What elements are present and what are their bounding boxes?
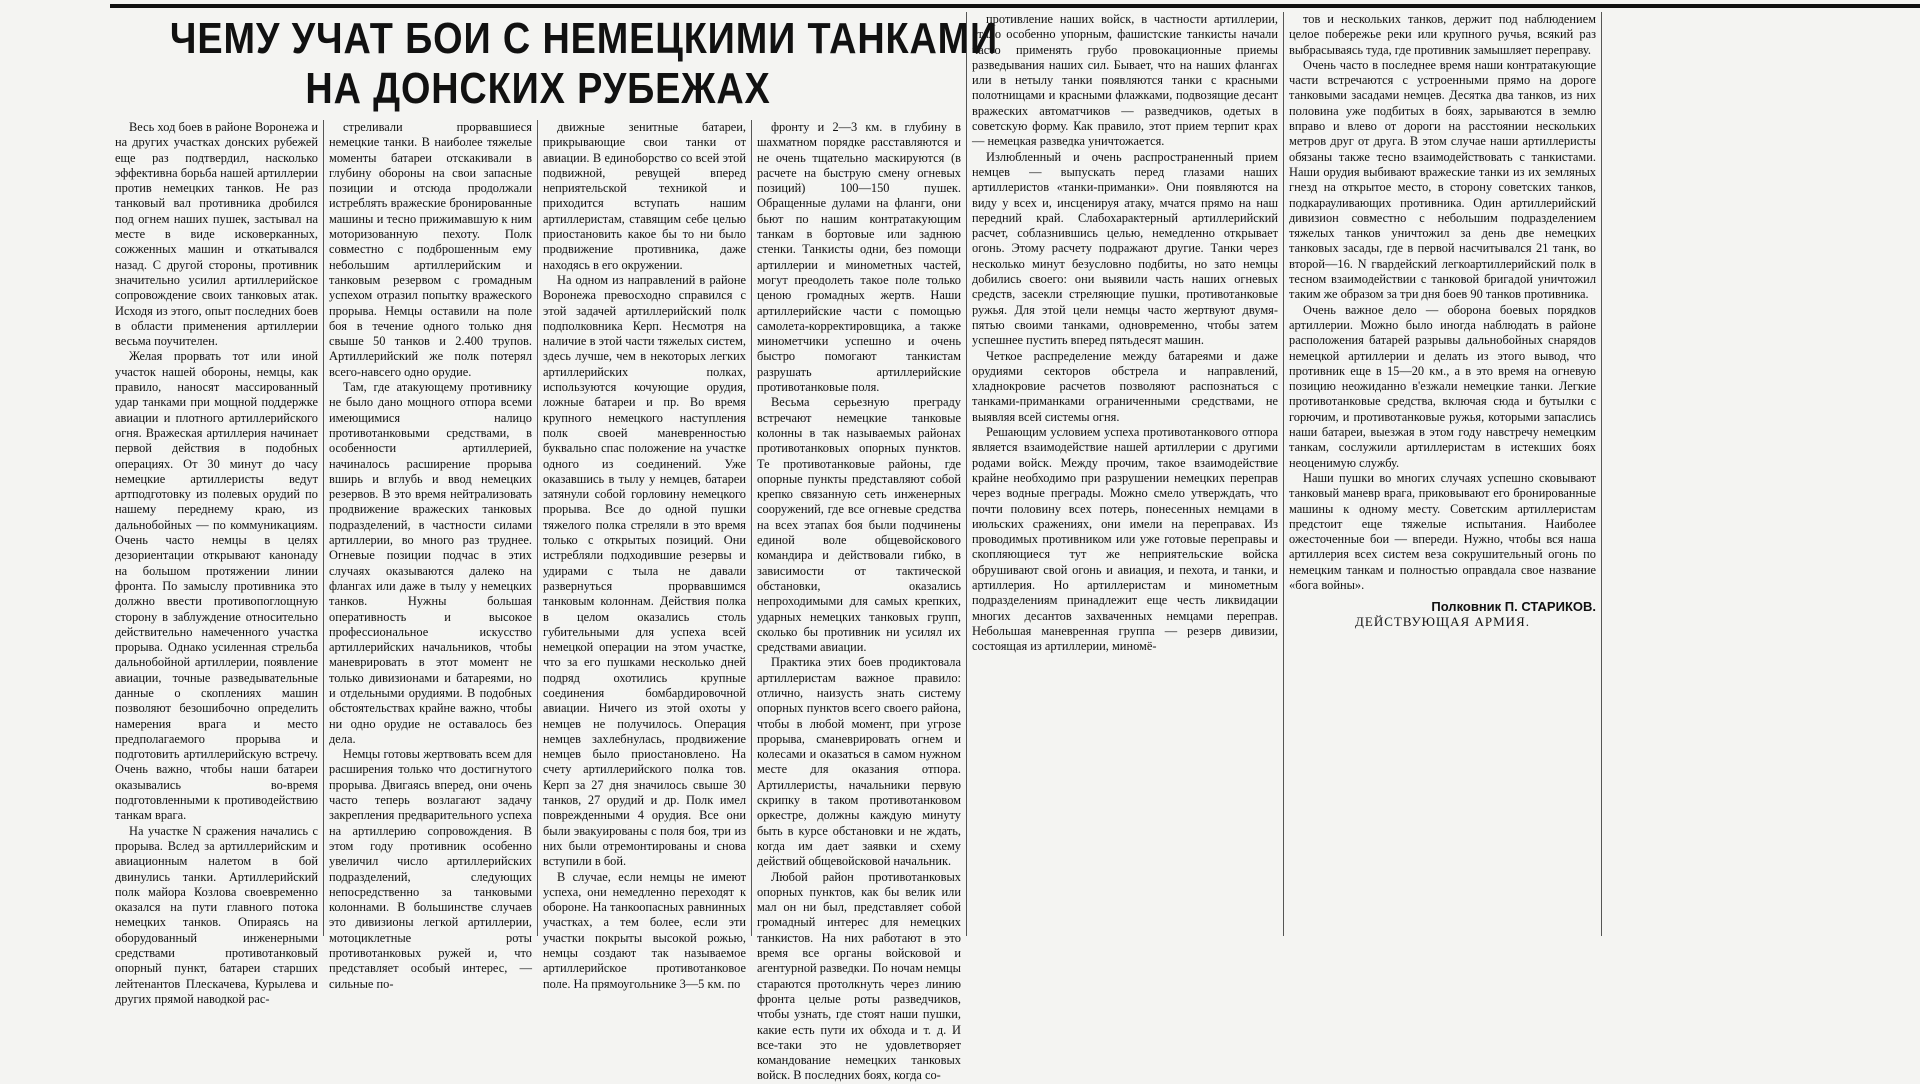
paragraph: Очень важное дело — оборона боевых порядков артиллерии. Можно было иногда наблюдать в районе расположения батарей разрывы дальнобойных снарядов немецкой артиллерии и делать из этого вывод, что противник еще в 15—20 км., а в это время на огневую позицию неожиданно в'езжали немецкие танки. Легкие противотанковые средства, включая сюда и бутылки с горючим, и противотанковые ружья, которыми запаслись наши батареи, выезжая в этом году навстречу немецким танкам, сослужили артиллеристам в истекших боях неоценимую службу. (1289, 302, 1596, 470)
paragraph: Практика этих боев продиктовала артиллеристам важное правило: отлично, наизусть знать систему опорных пунктов всего своего района, чтобы в любой момент, при угрозе прорыва, сманеврировать огнем и колесами и оказаться в самом нужном месте для оказания отпора. Артиллеристы, начальники первую скрипку в таком противотанковом оркестре, должны каждую минуту быть в курсе обстановки и не ждать, когда им дает заявки и схему действий общевойсковой начальник. (757, 655, 961, 869)
column-6 (1284, 12, 1602, 936)
paragraph: противление наших войск, в частности артиллерии, стало особенно упорным, фашистские танкисты начали часто применять грубо провокационные приемы разведывания наших сил. Бывает, что на наших флангах или в нетылу танки появляются танки с красными полотнищами и красными флажками, подвозящие десант вражеских автоматчиков — разведчиков, одетых в советскую форму. Как правило, этот прием терпит крах — немецкая разведка уничтожается. (972, 12, 1278, 149)
paragraph: тов и нескольких танков, держит под наблюдением целое побережье реки или крупного ручья, всякий раз выбрасываясь туда, где противник замышляет переправу. (1289, 12, 1596, 57)
column-3 (538, 120, 752, 991)
paragraph: Весьма серьезную преграду встречают немецкие танковые колонны в так называемых районах противотанковых опорных пунктов. Те противотанковые районы, где опорные пункты представляют собой крепко связанную сеть инженерных сооружений, где все огневые средства на всех этапах боя были подчинены единой воле общевойскового командира и действовали гибко, в зависимости от тактической обстановки, оказались непроходимыми для самых крепких, ударных немецких танковых групп, сколько бы противник ни усилял их средствами авиации. (757, 395, 961, 655)
paragraph: На одном из направлений в районе Воронежа превосходно справился с этой задачей артиллерийский полк подполковника Керп. Несмотря на наличие в этой части тяжелых систем, здесь лучше, чем в некоторых легких артиллерийских полках, используются кочующие орудия, ложные батареи и пр. Во время крупного немецкого наступления полк своей маневренностью буквально спас положение на участке одного из соединений. Уже оказавшись в тылу у немцев, батареи затянули собой горловину немецкого прорыва. Все до одной пушки тяжелого полка стреляли в это время только с открытых позиций. Они истребляли подходившие резервы и удирами с тыла не давали развернуться прорвавшимся танковым колоннам. Действия полка в целом оказались столь губительными для успеха всей немецкой операции на этом участке, что за его пушками несколько дней подряд охотились крупные соединения бомбардировочной авиации. Ничего из этой охоты у немцев не получилось. Операция немцев захлебнулась, продвижение немцев было приостановлено. На счету артиллерийского полка тов. Керп за 27 дня значилось свыше 30 танков, 27 орудий и др. Полк имел поврежденными 4 орудия. Все они были эвакуированы с поля боя, три из них были отремонтированы и снова вступили в бой. (543, 272, 746, 869)
paragraph: Весь ход боев в районе Воронежа и на других участках донских рубежей еще раз подтвердил, насколько эффективна борьба нашей артиллерии против немецких танков. Не раз танковый вал противника дробился под огнем наших пушек, застывал на месте в виде исковерканных, сожженных машин и откатывался назад. С другой стороны, противник значительно усилил артиллерийское сопровождение своих танковых атак. Исходя из этого, опыт последних боев в области применения артиллерии весьма поучителен. (115, 120, 318, 349)
column-4 (752, 120, 966, 1083)
paragraph: движные зенитные батареи, прикрывающие свои танки от авиации. В единоборство со всей этой подвижной, ревущей вперед неприятельской техникой и приходится вступать нашим артиллеристам, ставящим себе целью приостановить какое бы то ни было продвижение противника, даже находясь в его окружении. (543, 120, 746, 272)
column-7-empty (1602, 12, 1920, 936)
article-headline (110, 14, 999, 118)
column-1 (110, 120, 324, 1006)
paragraph: Желая прорвать тот или иной участок нашей обороны, немцы, как правило, наносят массированный удар танками при мощной поддержке авиации и плотного артиллерийского огня. Вражеская артиллерия начинает первой действия в подобных операциях. От 30 минут до часу немецкие артиллеристы ведут артподготовку из полевых орудий по нашему переднему краю, из дальнобойных — по коммуникациям. Очень часто немцы в целях дезориентации открывают канонаду на большом протяжении линии фронта. По замыслу противника это должно ввести противопоглощную сторону в заблуждение относительно действительно намеченного участка прорыва. Однако усиленная стрельба дальнобойной артиллерии, появление авиации, точные разведывательные данные о скоплениях машин позволяют безошибочно определить намерения врага и место предполагаемого прорыва и подготовить артиллерийскую встречу. Очень важно, чтобы наши батареи оказывались во-время подготовленными к противодействию танкам врага. (115, 349, 318, 823)
paragraph: фронту и 2—3 км. в глубину в шахматном порядке расставляются и не очень тщательно маскируются (в расчете на быструю смену огневых позиций) 100—150 пушек. Обращенные дулами на фланги, они бьют по нашим контратакующим танкам в бортовые или заднюю стенки. Танкисты одни, без помощи артиллерии и минометных частей, могут преодолеть такое поле только ценою громадных жертв. Наши артиллерийские части с помощью самолета-корректировщика, а также минометчики успешно и очень быстро помогают танкистам разрушать артиллерийские противотанковые поля. (757, 120, 961, 395)
column-2 (324, 120, 538, 991)
author-signature: Полковник П. СТАРИКОВ. (1431, 599, 1596, 615)
paragraph: Четкое распределение между батареями и даже орудиями секторов обстрела и направлений, хладнокровие расчетов позволяют распознаться с танками-приманками ограниченными средствами, не выявляя всей системы огня. (972, 348, 1278, 424)
paragraph: стреливали прорвавшиеся немецкие танки. В наиболее тяжелые моменты батареи отскакивали в глубину обороны на свои запасные позиции и отсюда продолжали истреблять вражеские бронированные машины и тесно прижимавшую к ним моторизованную пехоту. Полк совместно с подброшенным ему небольшим артиллерийским и танковым резервом с громадным успехом отразил попытку вражеского прорыва. Немцы оставили на поле боя в течение одного только дня свыше 50 танков и 2.400 трупов. Артиллерийский же полк потерял всего-навсего одно орудие. (329, 120, 532, 379)
paragraph: В случае, если немцы не имеют успеха, они немедленно переходят к обороне. На танкоопасных равнинных участках, а тем более, если эти участки покрыты высокой рожью, немцы создают так называемое артиллерийское противотанковое поле. На прямоугольнике 3—5 км. по (543, 869, 746, 991)
paragraph: Решающим условием успеха противотанкового отпора является взаимодействие нашей артиллерии с другими родами войск. Между прочим, такое взаимодействие крайне необходимо при разрушении немецких переправ через водные преграды. Можно смело утверждать, что почти половину всех потерь, понесенных немцами в июльских сражениях, они имели на переправах. Из проводимых противником или уже готовые переправы и скопляющиеся тут же неприятельские войска обрушивают свой огонь и авиация, и пехота, и танки, и артиллерия. Но артиллеристам и минометным подразделениям принадлежит еще честь ликвидации многих десантов захваченных немцами переправ. Небольшая маневренная группа — резерв дивизии, состоящая из артиллерии, миномё- (972, 425, 1278, 654)
column-5 (966, 12, 1284, 936)
paragraph: Любой район противотанковых опорных пунктов, как бы велик или мал он ни был, представляет собой громадный интерес для немецких танкистов. На них работают в это время все органы войсковой и агентурной разведки. По ночам немцы стараются протолкнуть через линию фронта целые роты разведчиков, чтобы узнать, где стоят наши пушки, какие есть пути их обхода и т. д. И все-таки это не удовлетворяет командование немецких танковых войск. В последних боях, когда со- (757, 869, 961, 1083)
paragraph: Там, где атакующему противнику не было дано мощного отпора всеми имеющимися налицо противотанковыми средствами, в особенности артиллерией, начиналось расширение прорыва вширь и вглубь и ввод немецких резервов. В это время нейтрализовать продвижение вражеских танковых подразделений, в частности силами артиллерии, во много раз труднее. Огневые позиции подчас в этих случаях оказываются далеко на флангах или даже в тылу у немецких танков. Нужны большая оперативность и высокое профессиональное искусство артиллерийских начальников, чтобы маневрировать в этот момент не только дивизионами и батареями, но и отдельными орудиями. В подобных обстоятельствах крайне важно, чтобы ни одно орудие не оставалось без дела. (329, 380, 532, 746)
paragraph: Излюбленный и очень распространенный прием немцев — выпускать перед глазами наших артиллеристов «танки-приманки». Они появляются на виду у всех и, инсценируя атаку, мчатся прямо на наш передний край. Слабохарактерный артиллерийский расчет, соблазнившись целью, немедленно открывает огонь. Этому расчету подражают другие. Танки через несколько минут безусловно подбиты, но зато немцы добились своего: они выявили часть наших огневых средств, засекли стреляющие пушки, противотанковые ружья. Для этой цели немцы часто жертвуют двумя-пятью своими танками, одновременно, чтобы затем успешнее пустить вперед пятьдесят машин. (972, 149, 1278, 348)
paragraph: Очень часто в последнее время наши контратакующие части встречаются с устроенными прямо на дороге танковыми засадами немцев. Десятка два танков, из них половина уже подбитых в боях, зарываются в землю вправо и влево от дороги на расстоянии нескольких метров друг от друга. В этом случае наши артиллеристы обязаны также тесно взаимодействовать с танкистами. Наши орудия выбивают вражеские танки из их земляных гнезд на открытое место, в сторону советских танков, подкарауливающих противника. Один артиллерийский дивизион совместно с небольшим подразделением тяжелых танков уничтожил за день две немецких танковых засады, где в первой насчитывался 21 танк, во второй—16. N гвардейский легкоартиллерийский полк в тесном взаимодействии с танковой бригадой уничтожил таким же образом за три дня боев 90 танков противника. (1289, 57, 1596, 302)
headline-line-1: ЧЕМУ УЧАТ БОИ С НЕМЕЦКИМИ ТАНКАМИ (169, 14, 999, 63)
left-columns (110, 120, 966, 1083)
paragraph: Наши пушки во многих случаях успешно сковывают танковый маневр врага, приковывают его бронированные машины к одному месту. Советским артиллеристам предстоит еще тяжелые испытания. Наиболее ожесточенные бои — впереди. Нужно, чтобы вся наша артиллерия всех систем веза сокрушительный огонь по немецким танкам и полностью оправдала свое название «бога войны». (1289, 470, 1596, 592)
author-unit: ДЕЙСТВУЮЩАЯ АРМИЯ. (1355, 614, 1530, 630)
paragraph: На участке N сражения начались с прорыва. Вслед за артиллерийским и авиационным налетом в бой двинулись танки. Артиллерийский полк майора Козлова своевременно оказался на пути главного потока немецких танков. Опираясь на оборудованный инженерными средствами противотанковый опорный пункт, батареи старших лейтенантов Плескачева, Курылева и других прямой наводкой рас- (115, 823, 318, 1006)
top-rule (110, 4, 1920, 8)
paragraph: Немцы готовы жертвовать всем для расширения только что достигнутого прорыва. Двигаясь вперед, они очень часто теперь возлагают задачу закрепления предварительного успеха на артиллерию сопровождения. В этом году противник особенно увеличил число артиллерийских подразделений, следующих непосредственно за танковыми колоннами. В большинстве случаев это дивизионы легкой артиллерии, мотоциклетные роты противотанковых ружей и, что представляет особый интерес, — сильные по- (329, 747, 532, 991)
right-columns-wrap (966, 12, 1920, 936)
headline-line-2: НА ДОНСКИХ РУБЕЖАХ (305, 64, 771, 113)
